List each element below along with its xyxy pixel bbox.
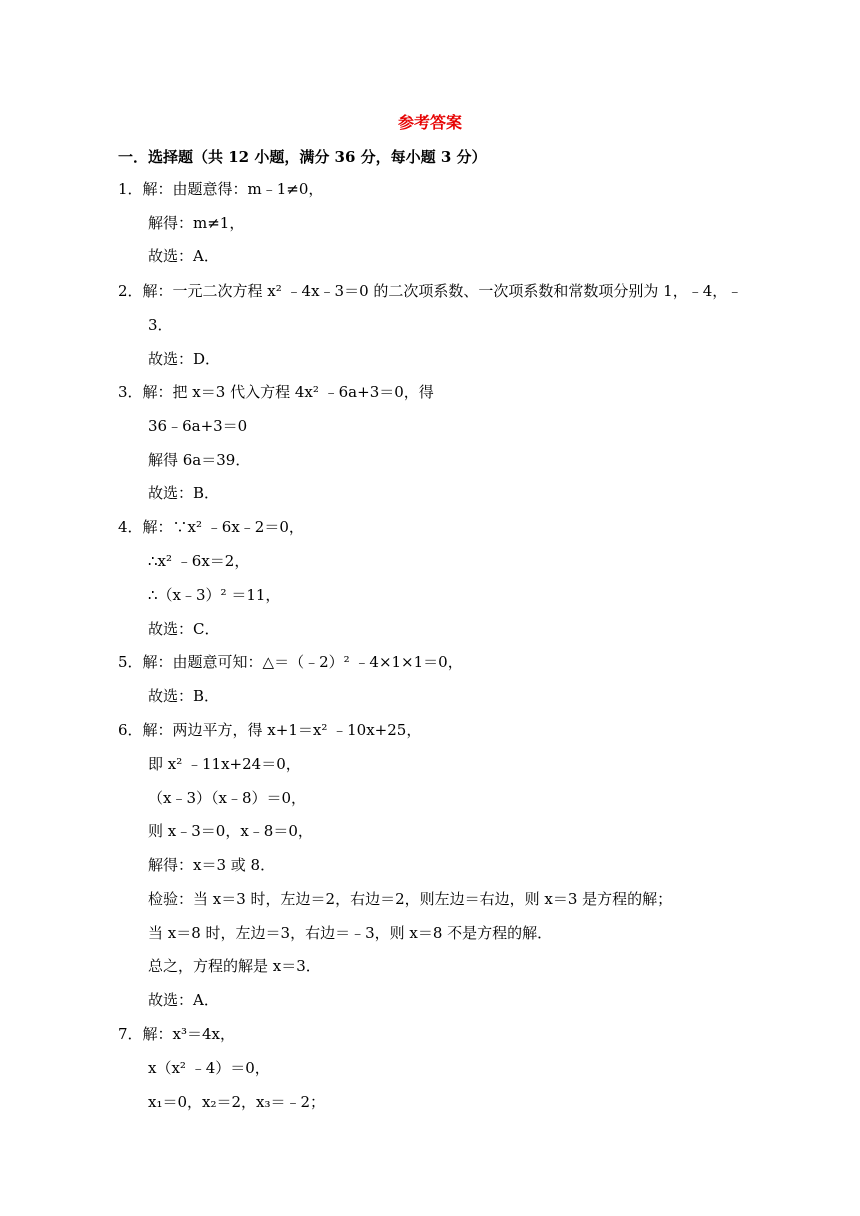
q7-line-1: 7．解：x³＝4x， xyxy=(118,1025,236,1043)
q4-line-1: 4．解：∵x² ﹣6x﹣2＝0， xyxy=(118,518,304,536)
q1-line-3: 故选：A． xyxy=(148,247,219,265)
q3-line-3: 解得 6a＝39． xyxy=(148,451,251,469)
q6-line-5: 解得：x＝3 或 8． xyxy=(148,856,276,874)
q1-line-2: 解得：m≠1， xyxy=(148,214,245,232)
q3-line-4: 故选：B． xyxy=(148,484,220,502)
q6-line-2: 即 x² ﹣11x+24＝0， xyxy=(148,755,301,773)
q5-line-2: 故选：B． xyxy=(148,687,220,705)
q5-line-1: 5．解：由题意可知：△＝（﹣2）² ﹣4×1×1＝0， xyxy=(118,653,463,671)
q4-line-3: ∴（x﹣3）² ＝11， xyxy=(148,586,281,604)
q6-line-4: 则 x﹣3＝0，x﹣8＝0， xyxy=(148,822,313,840)
q3-line-1: 3．解：把 x＝3 代入方程 4x² ﹣6a+3＝0，得 xyxy=(118,383,434,401)
q4-line-2: ∴x² ﹣6x＝2， xyxy=(148,552,250,570)
q6-line-1: 6．解：两边平方，得 x+1＝x² ﹣10x+25， xyxy=(118,721,422,739)
q3-line-2: 36﹣6a+3＝0 xyxy=(148,417,248,435)
q2-line-1: 2．解：一元二次方程 x² ﹣4x﹣3＝0 的二次项系数、一次项系数和常数项分别为 1，﹣4，﹣ xyxy=(118,282,743,300)
q6-line-8: 总之，方程的解是 x＝3． xyxy=(148,957,321,975)
q7-line-2: x（x² ﹣4）＝0， xyxy=(148,1059,270,1077)
q6-line-3: （x﹣3）（x﹣8）＝0， xyxy=(148,789,307,807)
section-heading: 一．选择题（共 12 小题，满分 36 分，每小题 3 分） xyxy=(118,148,487,166)
q6-line-7: 当 x＝8 时，左边＝3，右边＝﹣3，则 x＝8 不是方程的解． xyxy=(148,924,553,942)
q1-line-1: 1．解：由题意得：m﹣1≠0， xyxy=(118,180,324,198)
q4-line-4: 故选：C． xyxy=(148,620,220,638)
page-title: 参考答案 xyxy=(397,113,462,132)
q2-line-3: 故选：D． xyxy=(148,350,221,368)
q7-line-3: x₁＝0，x₂＝2，x₃＝﹣2； xyxy=(148,1093,326,1111)
q6-line-9: 故选：A． xyxy=(148,991,219,1009)
q2-line-2: 3． xyxy=(148,316,173,334)
q6-line-6: 检验：当 x＝3 时，左边＝2，右边＝2，则左边＝右边，则 x＝3 是方程的解； xyxy=(148,890,673,908)
